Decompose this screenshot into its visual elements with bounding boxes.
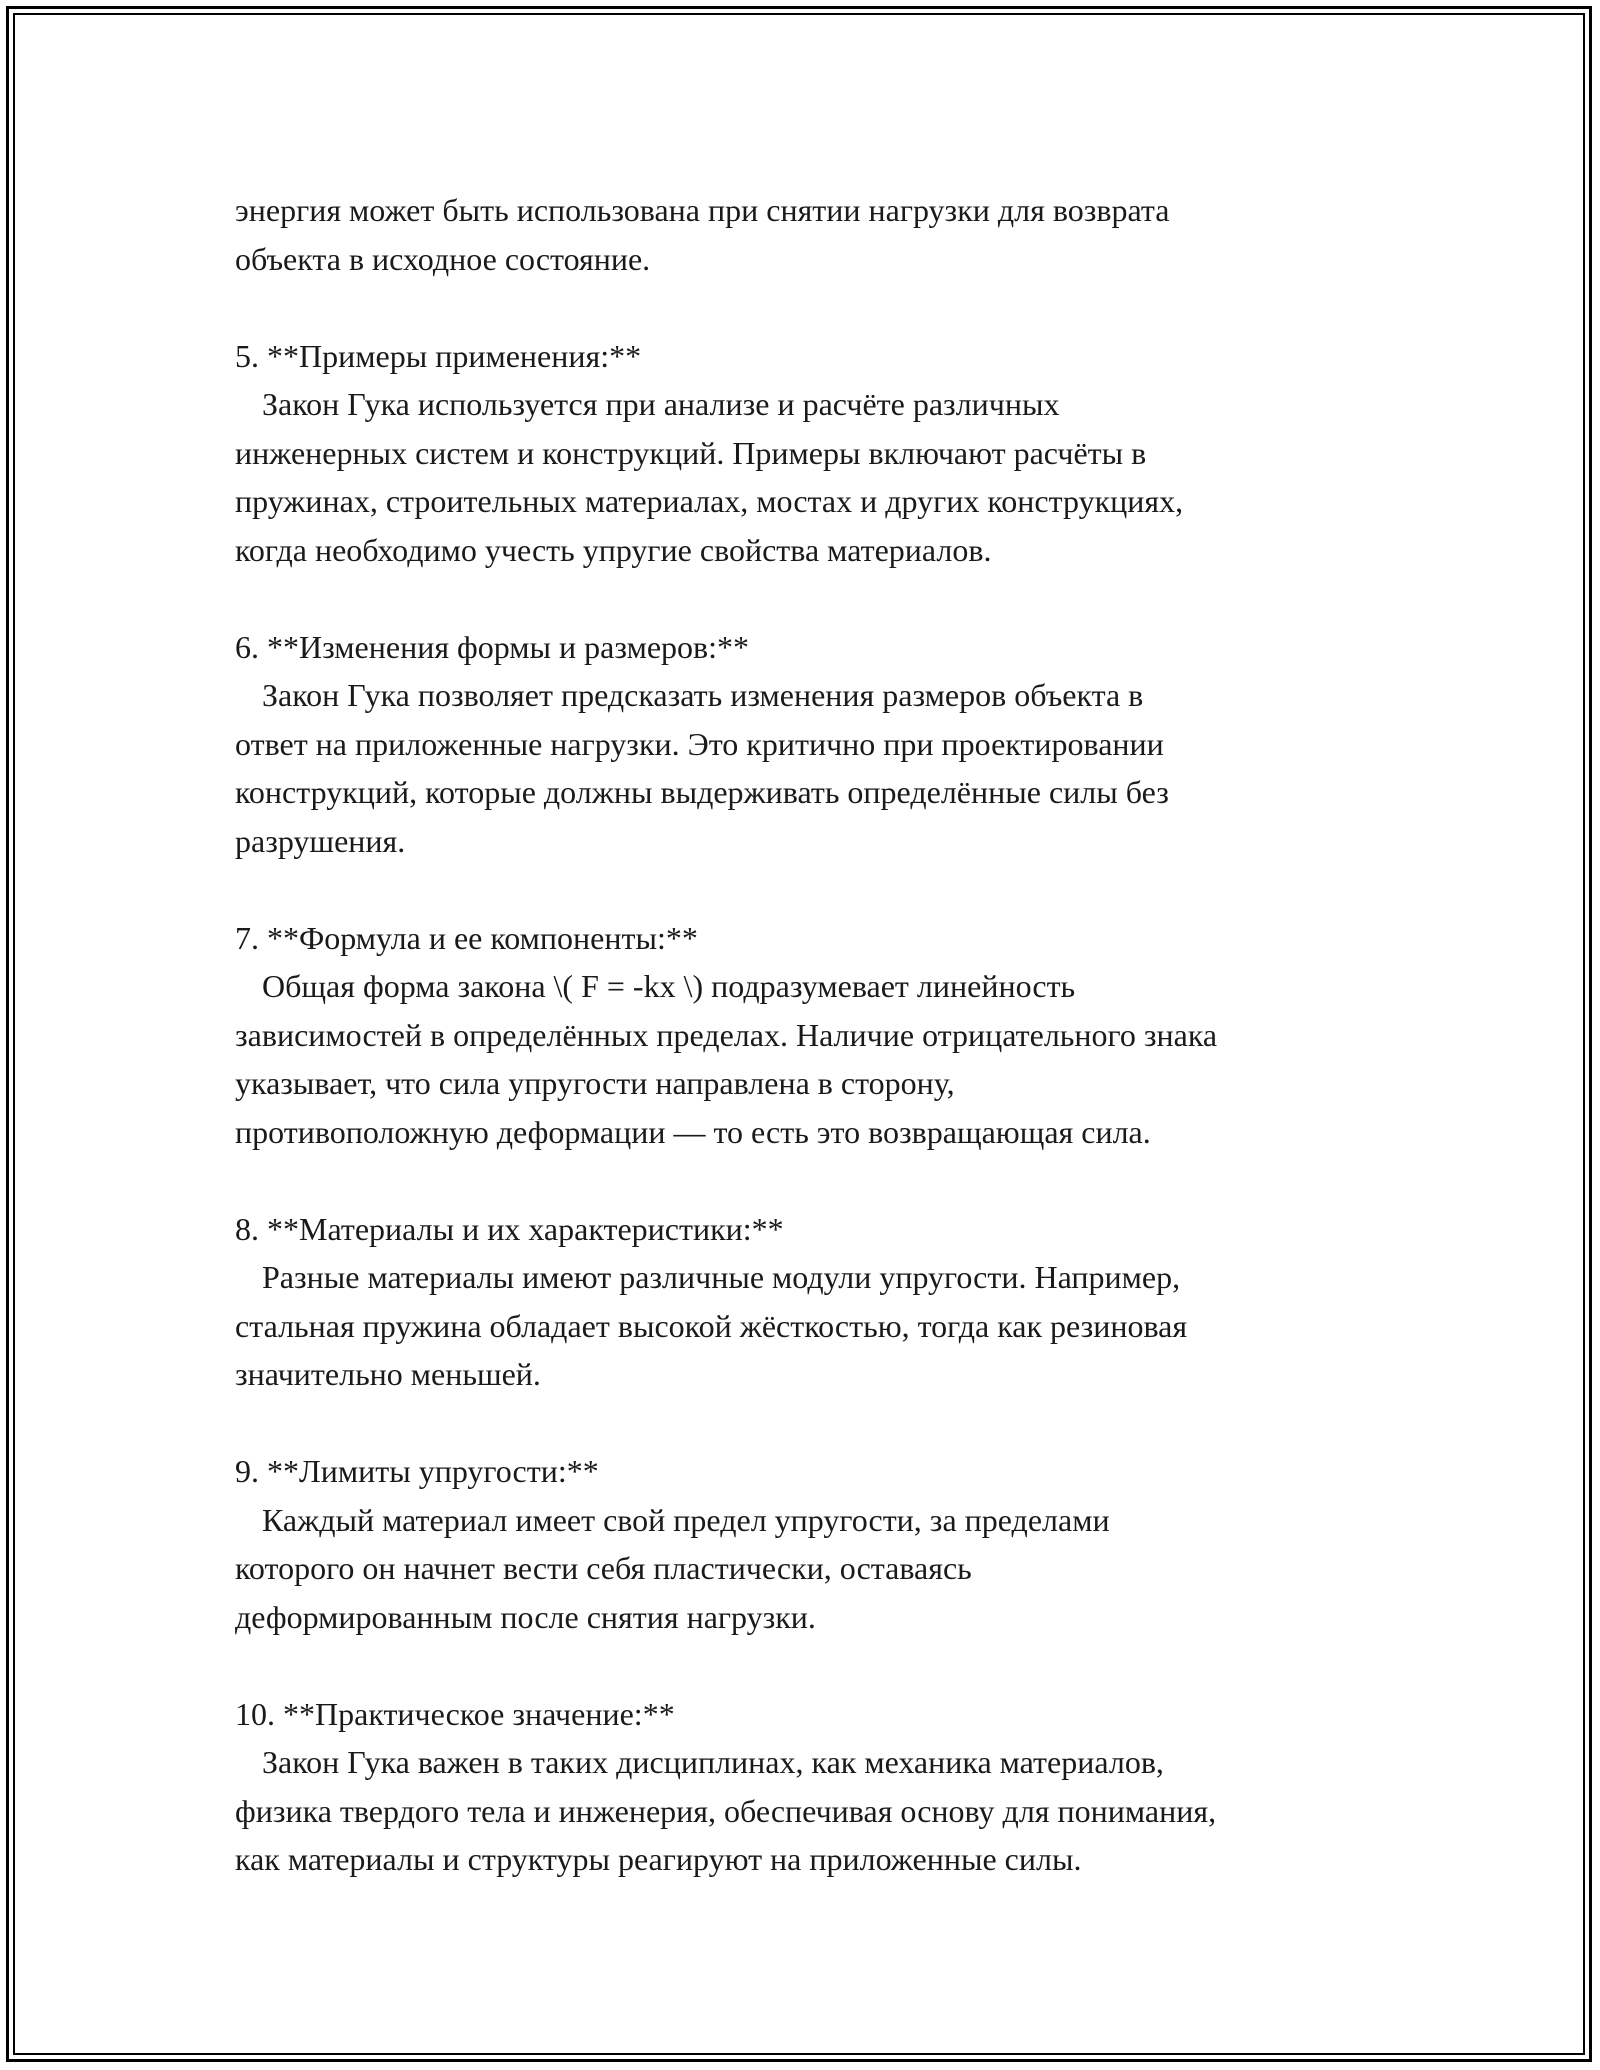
section-heading: 8. **Материалы и их характеристики:** (235, 1210, 784, 1247)
text-line: пружинах, строительных материалах, мостах и других конструкциях, (235, 483, 1184, 519)
paragraph-gap (235, 1156, 1375, 1205)
text-line: зависимостей в определённых пределах. Наличие отрицательного знака (235, 1016, 1218, 1053)
text-line: Закон Гука позволяет предсказать изменения размеров объекта в (262, 677, 1144, 713)
text-line: указывает, что сила упругости направлена в сторону, (235, 1065, 955, 1101)
text-line: физика твердого тела и инженерия, обеспечивая основу для понимания, (235, 1792, 1217, 1829)
text-line: конструкций, которые должны выдерживать определённые силы без (235, 774, 1169, 810)
section-6 (235, 623, 1375, 866)
paragraph-gap (235, 865, 1375, 914)
text-line: деформированным после снятия нагрузки. (235, 1598, 816, 1635)
paragraph-gap (235, 283, 1375, 332)
paragraph-gap (235, 1399, 1375, 1448)
section-heading: 10. **Практическое значение:** (235, 1695, 675, 1732)
text-line: когда необходимо учесть упругие свойства материалов. (235, 531, 992, 568)
paragraph-gap (235, 1641, 1375, 1690)
text-line: Закон Гука используется при анализе и расчёте различных (262, 386, 1060, 422)
text-line: Общая форма закона \( F = -kx \) подразумевает линейность (262, 968, 1076, 1004)
section-10 (235, 1690, 1375, 1884)
intro-paragraph (235, 186, 1375, 283)
paragraph-gap (235, 574, 1375, 623)
text-line: противоположную деформации — то есть это возвращающая сила. (235, 1113, 1151, 1150)
section-9 (235, 1447, 1375, 1641)
section-5 (235, 332, 1375, 575)
text-line: стальная пружина обладает высокой жёсткостью, тогда как резиновая (235, 1307, 1188, 1344)
text-line: Закон Гука важен в таких дисциплинах, как механика материалов, (262, 1744, 1164, 1780)
text-line: как материалы и структуры реагируют на приложенные силы. (235, 1841, 1082, 1877)
text-line: значительно меньшей. (235, 1356, 541, 1392)
section-heading: 6. **Изменения формы и размеров:** (235, 628, 750, 665)
text-line: разрушения. (235, 822, 406, 859)
section-heading: 9. **Лимиты упругости:** (235, 1453, 599, 1489)
section-heading: 7. **Формула и ее компоненты:** (235, 919, 698, 956)
section-7 (235, 914, 1375, 1157)
document-body (235, 186, 1375, 1884)
text-line: энергия может быть использована при снятии нагрузки для возврата (235, 192, 1170, 228)
text-line: ответ на приложенные нагрузки. Это критично при проектировании (235, 725, 1164, 762)
text-line: объекта в исходное состояние. (235, 240, 651, 277)
text-line: Каждый материал имеет свой предел упругости, за пределами (262, 1501, 1110, 1538)
section-8 (235, 1205, 1375, 1399)
text-line: Разные материалы имеют различные модули упругости. Например, (262, 1259, 1181, 1295)
text-line: которого он начнет вести себя пластически, оставаясь (235, 1550, 972, 1586)
section-heading: 5. **Примеры применения:** (235, 337, 642, 374)
text-line: инженерных систем и конструкций. Примеры включают расчёты в (235, 434, 1147, 471)
